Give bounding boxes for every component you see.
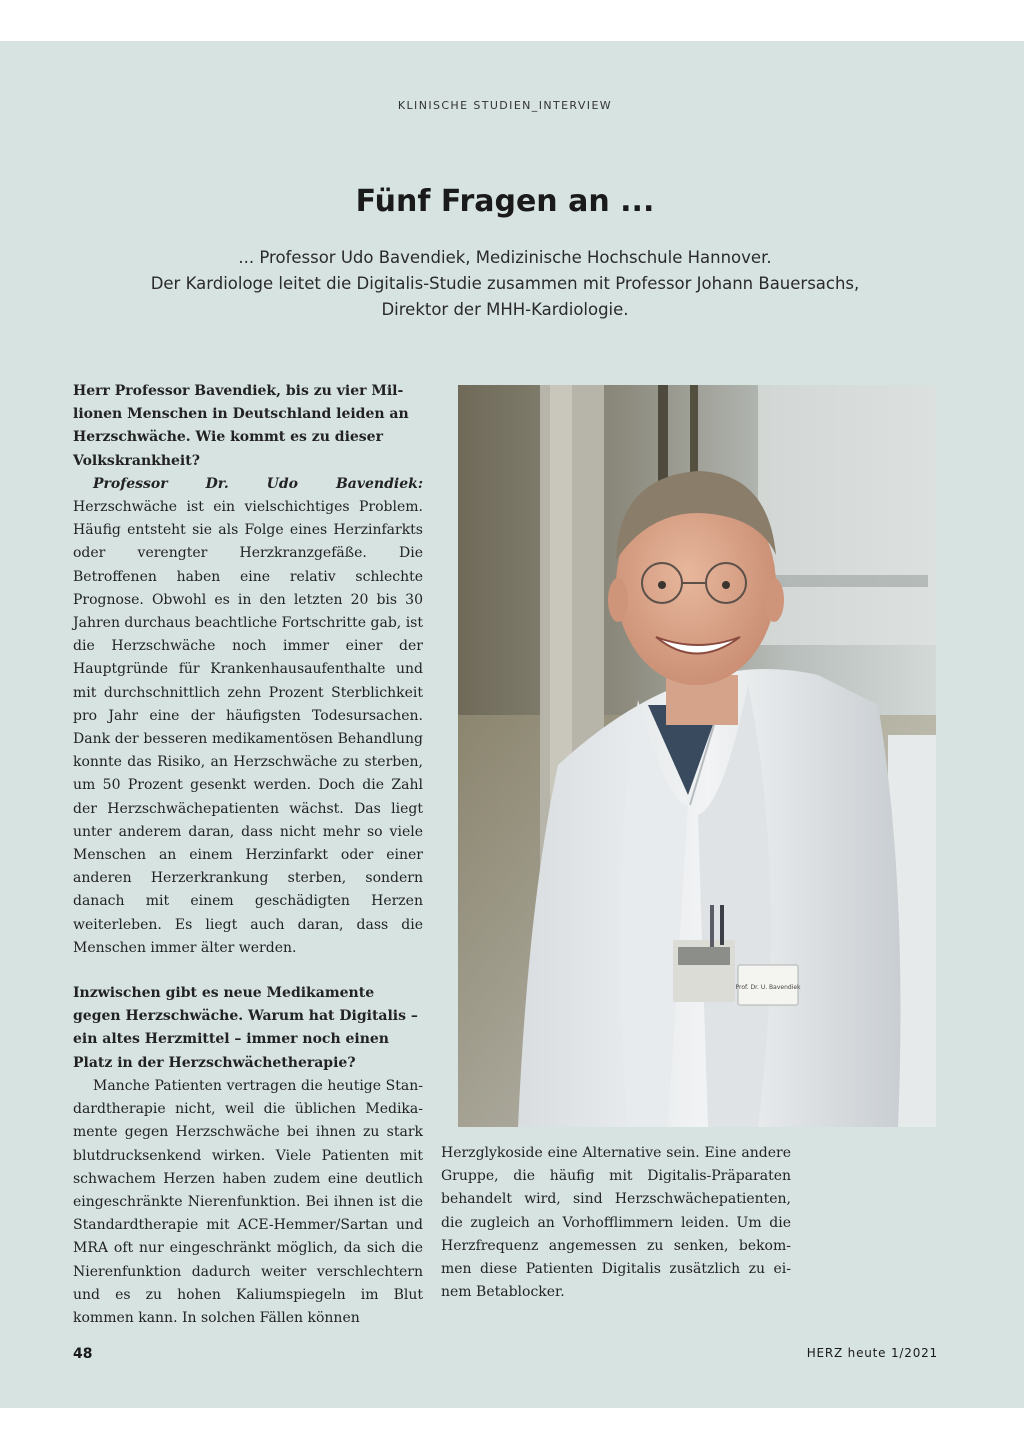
issue-label: HERZ heute 1/2021 [806, 1346, 938, 1360]
answer-2-continued: Herzglykoside eine Alternative sein. Eine andere Gruppe, die häufig mit Digitalis-Präparaten behandelt wird, sind Herzschwächepatienten, die zugleich an Vorhofflimmern leiden. Um die Herzfrequenz angemessen zu senken, bekommen diese Patienten Digitalis zusätzlich zu einem Betablocker. [441, 1145, 791, 1301]
subtitle-line: Direktor der MHH-Kardiologie. [381, 300, 629, 319]
question-2: Inzwischen gibt es neue Medikamente gegen Herzschwäche. Warum hat Digitalis – ein altes Herzmittel – immer noch einen Platz in der Herzschwächetherapie? [73, 985, 418, 1071]
answer-1-text: Herzschwäche ist ein vielschichtiges Problem. Häufig entsteht sie als Folge eines Herzinfarkts oder verengter Herzkranzgefäße. Die Betroffenen haben eine relativ schlechte Prognose. Obwohl es in den letzten 20 bis 30 Jahren durchaus beachtliche Fortschritte gab, ist die Herzschwäche noch immer einer der Hauptgründe für Krankenhausaufenthalte und mit durchschnittlich zehn Prozent Sterblichkeit pro Jahr eine der häufigsten Todesursachen. Dank der besseren medikamentösen Behandlung konnte das Risiko, an Herzschwäche zu sterben, um 50 Prozent gesenkt werden. Doch die Zahl der Herzschwächepatienten wächst. Das liegt unter anderem daran, dass nicht mehr so viele Menschen an einem Herzinfarkt oder einer anderen Herzerkrankung sterben, sondern danach mit einem geschädigten Herzen weiterleben. Es liegt auch daran, dass die Menschen immer älter werden. [73, 499, 423, 956]
text-column-right [441, 1142, 791, 1304]
magazine-page [0, 41, 1024, 1408]
article-title: Fünf Fragen an ... [355, 184, 655, 219]
page-number: 48 [73, 1346, 93, 1362]
question-1: Herr Professor Bavendiek, bis zu vier Millionen Menschen in Deutschland leiden an Herzschwäche. Wie kommt es zu dieser Volkskrankheit? [73, 383, 409, 469]
subtitle-line: Der Kardiologe leitet die Digitalis-Studie zusammen mit Professor Johann Bauersachs, [150, 274, 860, 293]
portrait-photo [458, 385, 936, 1127]
article-subtitle [60, 245, 950, 323]
subtitle-line: ... Professor Udo Bavendiek, Medizinische Hochschule Hannover. [238, 248, 772, 267]
portrait-illustration [458, 385, 936, 1127]
answer-2: Manche Patienten vertragen die heutige Standardtherapie nicht, weil die üblichen Medikamente gegen Herzschwäche bei ihnen zu stark blutdrucksenkend wirken. Viele Patienten mit schwachem Herzen haben zudem eine deutlich eingeschränkte Nierenfunktion. Bei ihnen ist die Standardtherapie mit ACE-Hemmer/Sartan und MRA oft nur eingeschränkt möglich, da sich die Nierenfunktion dadurch weiter verschlechtern und es zu hohen Kaliumspiegeln im Blut kommen kann. In solchen Fällen können [73, 1077, 423, 1326]
badge-text: Prof. Dr. U. Bavendiek [735, 984, 801, 991]
text-column-left [73, 380, 423, 1330]
section-kicker: KLINISCHE STUDIEN_INTERVIEW [397, 99, 613, 112]
speaker-label: Professor Dr. Udo Bavendiek: [93, 475, 423, 492]
answer-1 [73, 473, 423, 960]
